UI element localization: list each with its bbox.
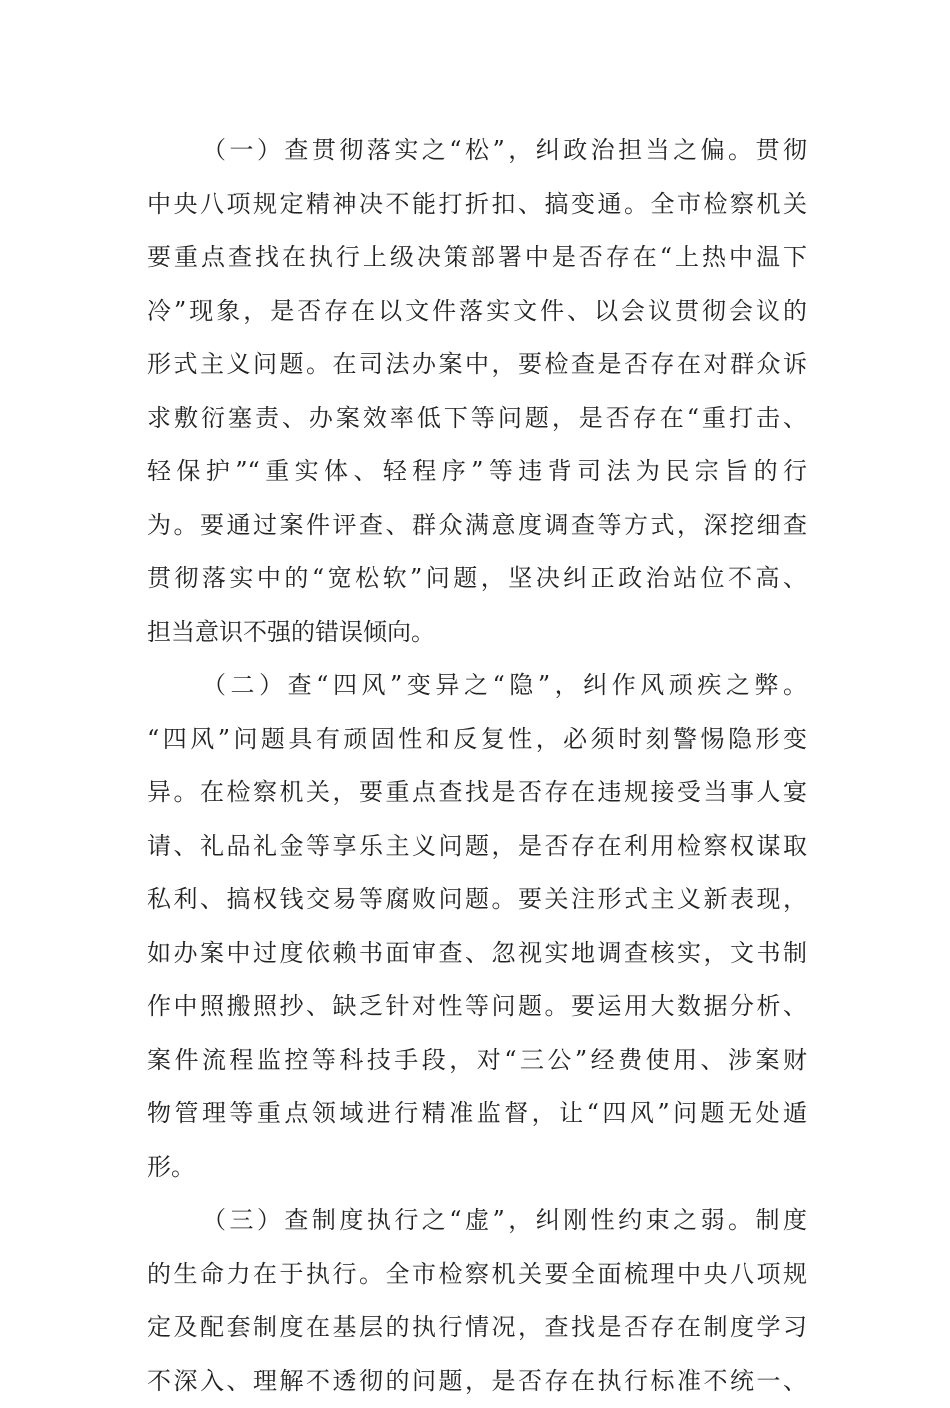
text-line: 请、礼品礼金等享乐主义问题，是否存在利用检察权谋取 <box>147 820 807 874</box>
text-line: 异。在检察机关，要重点查找是否存在违规接受当事人宴 <box>147 766 807 820</box>
text-line: 求敷衍塞责、办案效率低下等问题，是否存在“重打击、 <box>147 392 807 446</box>
paragraph-2 <box>147 659 807 1194</box>
text-line: 作中照搬照抄、缺乏针对性等问题。要运用大数据分析、 <box>147 980 807 1034</box>
paragraph-3 <box>147 1194 807 1408</box>
text-line: 形。 <box>147 1141 807 1195</box>
text-line: （一）查贯彻落实之“松”，纠政治担当之偏。贯彻 <box>147 124 807 178</box>
text-line: 中央八项规定精神决不能打折扣、搞变通。全市检察机关 <box>147 178 807 232</box>
text-line: 轻保护”“重实体、轻程序”等违背司法为民宗旨的行 <box>147 445 807 499</box>
text-line: （二）查“四风”变异之“隐”，纠作风顽疾之弊。 <box>147 659 807 713</box>
text-line: 不深入、理解不透彻的问题，是否存在执行标准不统一、 <box>147 1355 807 1408</box>
text-line: 担当意识不强的错误倾向。 <box>147 606 807 660</box>
text-line: 私利、搞权钱交易等腐败问题。要关注形式主义新表现， <box>147 873 807 927</box>
text-line: 为。要通过案件评查、群众满意度调查等方式，深挖细查 <box>147 499 807 553</box>
text-line: 的生命力在于执行。全市检察机关要全面梳理中央八项规 <box>147 1248 807 1302</box>
text-line: 冷”现象，是否存在以文件落实文件、以会议贯彻会议的 <box>147 285 807 339</box>
text-line: 物管理等重点领域进行精准监督，让“四风”问题无处遁 <box>147 1087 807 1141</box>
text-line: 定及配套制度在基层的执行情况，查找是否存在制度学习 <box>147 1301 807 1355</box>
text-line: 贯彻落实中的“宽松软”问题，坚决纠正政治站位不高、 <box>147 552 807 606</box>
text-line: 形式主义问题。在司法办案中，要检查是否存在对群众诉 <box>147 338 807 392</box>
text-line: （三）查制度执行之“虚”，纠刚性约束之弱。制度 <box>147 1194 807 1248</box>
text-line: 要重点查找在执行上级决策部署中是否存在“上热中温下 <box>147 231 807 285</box>
document-body <box>147 124 807 1408</box>
paragraph-1 <box>147 124 807 659</box>
text-line: “四风”问题具有顽固性和反复性，必须时刻警惕隐形变 <box>147 713 807 767</box>
text-line: 案件流程监控等科技手段，对“三公”经费使用、涉案财 <box>147 1034 807 1088</box>
text-line: 如办案中过度依赖书面审查、忽视实地调查核实，文书制 <box>147 927 807 981</box>
